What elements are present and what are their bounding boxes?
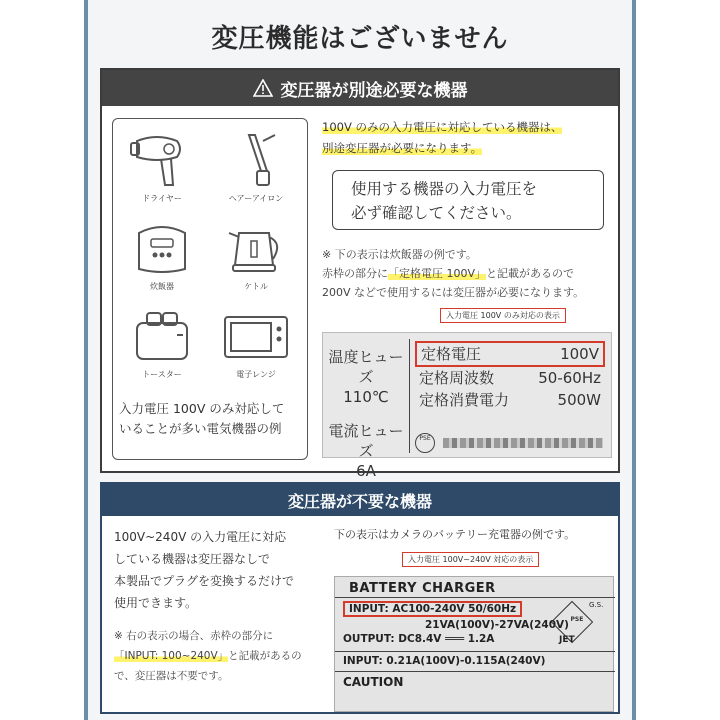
section-header: 変圧器が不要な機器 bbox=[102, 484, 618, 516]
rating-row-power bbox=[415, 389, 605, 411]
paragraph-line: 使用できます。 bbox=[114, 596, 198, 610]
hair-dryer-icon bbox=[127, 131, 197, 189]
fuse-info bbox=[323, 333, 409, 480]
charger-va: 21VA(100V)-27VA(240V) bbox=[425, 619, 569, 631]
section-header bbox=[102, 70, 618, 106]
note-text: と記載があるの bbox=[228, 650, 302, 662]
device-dryer bbox=[117, 131, 207, 204]
paragraph-line: 100V~240V の入力電圧に対応 bbox=[114, 530, 287, 544]
device-examples bbox=[112, 118, 308, 460]
highlight-text: 100V のみの入力電圧に対応している機器は、 bbox=[322, 120, 563, 134]
rice-cooker-icon bbox=[127, 219, 197, 277]
note-line: で、変圧器は不要です。 bbox=[114, 670, 229, 682]
microwave-icon bbox=[221, 307, 291, 365]
device-kettle bbox=[211, 219, 301, 292]
hair-iron-icon bbox=[221, 131, 291, 189]
note-line: ※ 右の表示の場合、赤枠の部分に bbox=[114, 630, 274, 642]
charger-output: OUTPUT: DC8.4V ═══ 1.2A bbox=[343, 633, 495, 645]
red-frame-tag: 入力電圧 100V のみ対応の表示 bbox=[440, 308, 566, 323]
highlight-text: 別途変圧器が必要になります。 bbox=[322, 141, 483, 155]
device-label: ドライヤー bbox=[142, 194, 182, 203]
note-line: ※ 下の表示は炊飯器の例です。 bbox=[322, 248, 477, 261]
divider bbox=[335, 597, 615, 598]
devices-note-line: いることが多い電気機器の例 bbox=[119, 421, 282, 436]
confirm-box bbox=[332, 170, 604, 230]
charger-caution: CAUTION bbox=[343, 675, 404, 689]
charger-input: INPUT: AC100-240V 50/60Hz bbox=[343, 601, 522, 617]
pse-text: PSE bbox=[570, 616, 584, 624]
confirm-line: 使用する機器の入力電圧を bbox=[351, 180, 538, 198]
section2-note bbox=[114, 626, 319, 686]
section2-paragraph bbox=[114, 526, 319, 614]
fuse-label: 電流ヒューズ bbox=[328, 422, 404, 460]
rating-value: 50-60Hz bbox=[538, 369, 601, 387]
rating-value: 500W bbox=[557, 391, 601, 409]
devices-note-line: 入力電圧 100V のみ対応して bbox=[119, 401, 285, 416]
section1-paragraph bbox=[322, 117, 612, 159]
rating-key: 定格消費電力 bbox=[419, 391, 510, 409]
rice-cooker-label bbox=[322, 332, 612, 480]
fuse-value: 110℃ bbox=[343, 388, 389, 406]
device-hair-iron bbox=[211, 131, 301, 204]
device-label: 電子レンジ bbox=[236, 370, 276, 379]
rating-row-frequency bbox=[415, 367, 605, 389]
device-label: ヘアーアイロン bbox=[228, 194, 284, 203]
divider bbox=[335, 651, 615, 652]
confirm-line: 必ず確認してください。 bbox=[351, 204, 522, 222]
section-title: 変圧器が別途必要な機器 bbox=[280, 80, 468, 101]
rating-key: 定格周波数 bbox=[419, 369, 495, 387]
warning-icon bbox=[253, 79, 273, 97]
divider bbox=[409, 339, 410, 453]
divider bbox=[335, 671, 615, 672]
paragraph-line: 本製品でプラグを変換するだけで bbox=[114, 574, 295, 588]
rating-info bbox=[415, 341, 605, 411]
device-toaster bbox=[117, 307, 207, 380]
section-transformer-required bbox=[100, 68, 620, 480]
highlight-text: 「定格電圧 100V」 bbox=[388, 267, 487, 280]
device-rice-cooker bbox=[117, 219, 207, 292]
rating-key: 定格電圧 bbox=[421, 345, 482, 363]
rating-value: 100V bbox=[560, 345, 599, 363]
toaster-icon bbox=[127, 307, 197, 365]
note-text: と記載があるので bbox=[486, 267, 575, 280]
device-label: 炊飯器 bbox=[150, 282, 174, 291]
device-label: トースター bbox=[142, 370, 182, 379]
device-microwave bbox=[211, 307, 301, 380]
charger-input-current: INPUT: 0.21A(100V)-0.115A(240V) bbox=[343, 655, 546, 667]
kettle-icon bbox=[221, 219, 291, 277]
red-frame-tag: 入力電圧 100V~240V 対応の表示 bbox=[402, 552, 539, 567]
pse-mark-icon: PSE bbox=[415, 433, 435, 453]
charger-label bbox=[334, 576, 614, 712]
charger-title: BATTERY CHARGER bbox=[349, 581, 496, 596]
note-line: 200V などで使用するには変圧器が必要になります。 bbox=[322, 286, 585, 299]
fuse-value: 6A bbox=[356, 462, 376, 480]
rating-row-voltage bbox=[415, 341, 605, 367]
charger-caption: 下の表示はカメラのバッテリー充電器の例です。 bbox=[334, 528, 576, 541]
paragraph-line: している機器は変圧器なしで bbox=[114, 552, 271, 566]
blurred-manufacturer bbox=[443, 438, 603, 448]
gs-mark: G.S. bbox=[589, 601, 604, 609]
page bbox=[88, 0, 632, 720]
section-transformer-not-required bbox=[100, 482, 620, 714]
device-label: ケトル bbox=[244, 282, 268, 291]
page-title: 変圧機能はございません bbox=[211, 24, 509, 54]
section1-note bbox=[322, 245, 614, 302]
highlight-text: 「INPUT: 100~240V」 bbox=[114, 650, 229, 662]
jet-mark: JET bbox=[559, 635, 575, 645]
devices-note bbox=[119, 399, 303, 439]
note-text: 赤枠の部分に bbox=[322, 267, 388, 280]
fuse-label: 温度ヒューズ bbox=[328, 348, 404, 386]
